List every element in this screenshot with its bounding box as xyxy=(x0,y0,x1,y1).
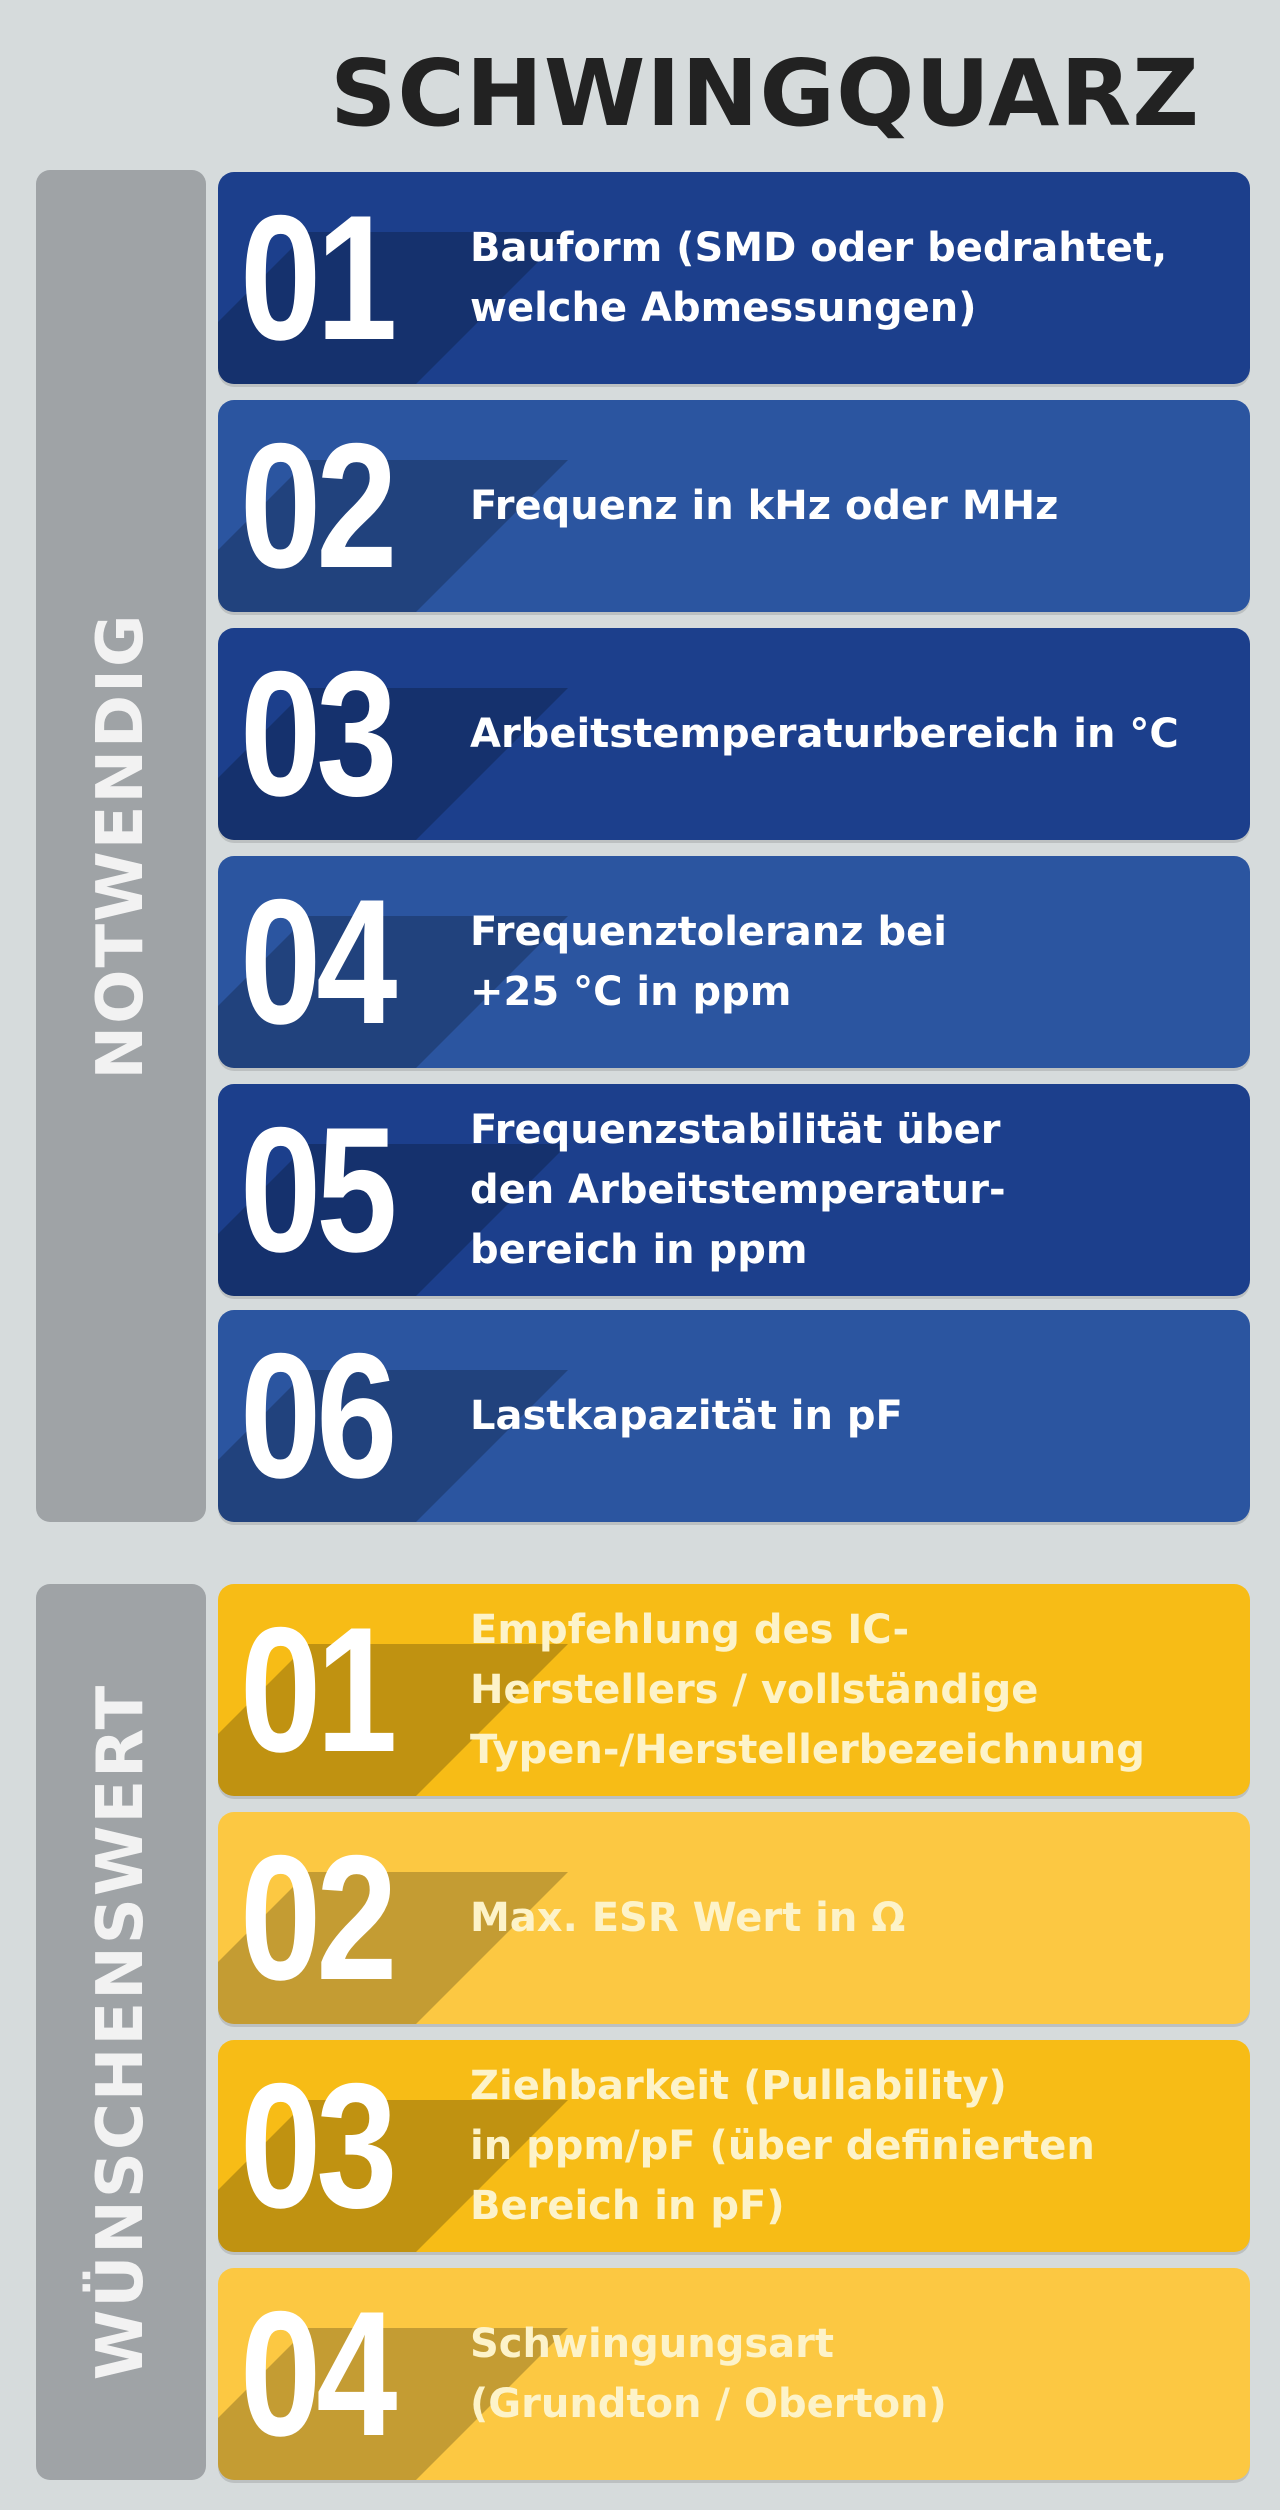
list-item-wuenschenswert-02 xyxy=(218,1812,1250,2024)
item-number: 04 xyxy=(240,862,393,1061)
item-number: 01 xyxy=(240,1590,393,1789)
item-number: 05 xyxy=(240,1090,393,1289)
list-item-notwendig-04 xyxy=(218,856,1250,1068)
item-text: Arbeitstemperaturbereich in °C xyxy=(470,711,1179,757)
group-label-text: WÜNSCHENSWERT xyxy=(84,1683,158,2381)
item-number: 01 xyxy=(240,178,393,377)
item-number: 06 xyxy=(240,1316,393,1515)
group-label-text: NOTWENDIG xyxy=(84,612,158,1080)
item-number: 02 xyxy=(240,406,393,605)
item-text: Ziehbarkeit (Pullability) in ppm/pF (über definierten Bereich in pF) xyxy=(470,2063,1095,2229)
list-item-notwendig-02 xyxy=(218,400,1250,612)
item-text: Frequenzstabilität über den Arbeitstemperatur- bereich in ppm xyxy=(470,1107,1006,1273)
list-item-notwendig-03 xyxy=(218,628,1250,840)
item-text: Schwingungsart (Grundton / Oberton) xyxy=(470,2321,947,2427)
item-number: 03 xyxy=(240,2046,393,2245)
list-item-wuenschenswert-04 xyxy=(218,2268,1250,2480)
page-title: SCHWINGQUARZ xyxy=(330,40,1200,147)
group-label-wuenschenswert xyxy=(36,1584,206,2480)
item-number: 03 xyxy=(240,634,393,833)
item-text: Frequenz in kHz oder MHz xyxy=(470,483,1059,529)
item-text: Lastkapazität in pF xyxy=(470,1393,903,1439)
list-item-wuenschenswert-01 xyxy=(218,1584,1250,1796)
item-number: 02 xyxy=(240,1818,393,2017)
item-text: Frequenztoleranz bei +25 °C in ppm xyxy=(470,909,947,1015)
item-text: Bauform (SMD oder bedrahtet, welche Abmessungen) xyxy=(470,225,1168,331)
group-label-notwendig xyxy=(36,170,206,1522)
item-text: Empfehlung des IC- Herstellers / vollständige Typen-/Herstellerbezeichnung xyxy=(470,1607,1145,1773)
list-item-notwendig-05 xyxy=(218,1084,1250,1296)
list-item-notwendig-01 xyxy=(218,172,1250,384)
item-number: 04 xyxy=(240,2274,393,2473)
list-item-notwendig-06 xyxy=(218,1310,1250,1522)
list-item-wuenschenswert-03 xyxy=(218,2040,1250,2252)
item-text: Max. ESR Wert in Ω xyxy=(470,1895,906,1941)
